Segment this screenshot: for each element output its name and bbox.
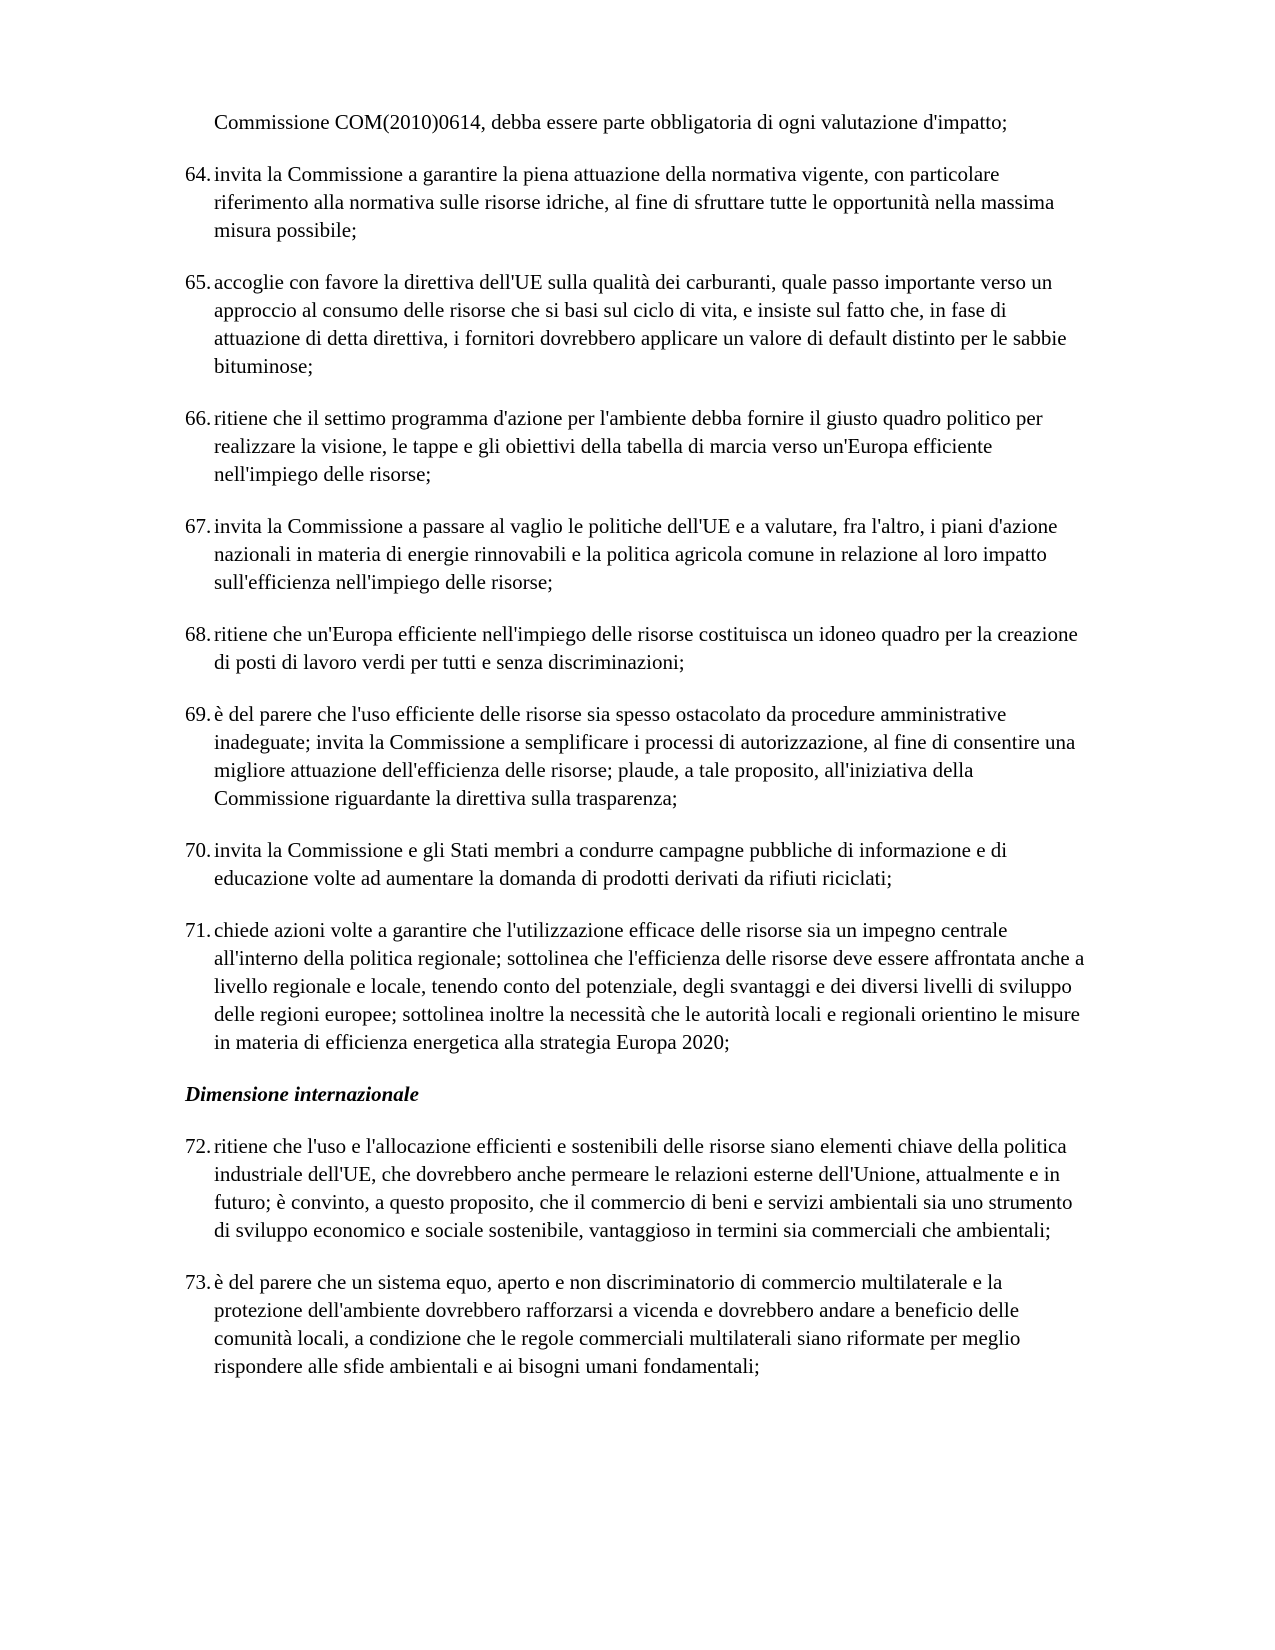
paragraph-number: 73. [185, 1270, 212, 1294]
paragraph-text: accoglie con favore la direttiva dell'UE sulla qualità dei carburanti, quale passo importante verso un approccio al consumo delle risorse che si basi sul ciclo di vita, e insiste sul fatto che, in fase di attuazione di detta direttiva, i fornitori dovrebbero applicare un valore di default distinto per le sabbie bituminose; [214, 270, 1067, 378]
paragraph-number: 69. [185, 702, 212, 726]
paragraph-text: invita la Commissione a passare al vaglio le politiche dell'UE e a valutare, fra l'altro, i piani d'azione nazionali in materia di energie rinnovabili e la politica agricola comune in relazione al loro impatto sull'efficienza nell'impiego delle risorse; [214, 514, 1058, 594]
paragraph-text: ritiene che l'uso e l'allocazione efficienti e sostenibili delle risorse siano elementi chiave della politica industriale dell'UE, che dovrebbero anche permeare le relazioni esterne dell'Unione, attualmente e in futuro; è convinto, a questo proposito, che il commercio di beni e servizi ambientali sia uno strumento di sviluppo economico e sociale sostenibile, vantaggioso in termini sia commerciali che ambientali; [214, 1134, 1073, 1242]
paragraph-text: ritiene che un'Europa efficiente nell'impiego delle risorse costituisca un idoneo quadro per la creazione di posti di lavoro verdi per tutti e senza discriminazioni; [214, 622, 1078, 674]
paragraph-number: 67. [185, 514, 212, 538]
paragraph-71 [185, 916, 1090, 1056]
paragraph-64 [185, 160, 1090, 244]
continuation-paragraph: Commissione COM(2010)0614, debba essere parte obbligatoria di ogni valutazione d'impatto; [214, 110, 1008, 134]
paragraph-73 [185, 1268, 1090, 1380]
paragraph-text: ritiene che il settimo programma d'azione per l'ambiente debba fornire il giusto quadro politico per realizzare la visione, le tappe e gli obiettivi della tabella di marcia verso un'Europa efficiente nell'impiego delle risorse; [214, 406, 1043, 486]
paragraph-text: è del parere che l'uso efficiente delle risorse sia spesso ostacolato da procedure amministrative inadeguate; invita la Commissione a semplificare i processi di autorizzazione, al fine di consentire una migliore attuazione dell'efficienza delle risorse; plaude, a tale proposito, all'iniziativa della Commissione riguardante la direttiva sulla trasparenza; [214, 702, 1076, 810]
paragraph-72 [185, 1132, 1090, 1244]
paragraph-66 [185, 404, 1090, 488]
paragraph-number: 64. [185, 162, 212, 186]
paragraph-text: chiede azioni volte a garantire che l'utilizzazione efficace delle risorse sia un impegno centrale all'interno della politica regionale; sottolinea che l'efficienza delle risorse deve essere affrontata anche a livello regionale e locale, tenendo conto del potenziale, degli svantaggi e dei diversi livelli di sviluppo delle regioni europee; sottolinea inoltre la necessità che le autorità locali e regionali orientino le misure in materia di efficienza energetica alla strategia Europa 2020; [214, 918, 1085, 1054]
paragraph-number: 66. [185, 406, 212, 430]
paragraph-68 [185, 620, 1090, 676]
document-content [185, 108, 1090, 1380]
paragraph-67 [185, 512, 1090, 596]
paragraph-text: invita la Commissione e gli Stati membri a condurre campagne pubbliche di informazione e di educazione volte ad aumentare la domanda di prodotti derivati da rifiuti riciclati; [214, 838, 1008, 890]
paragraph-65 [185, 268, 1090, 380]
paragraph-number: 71. [185, 918, 212, 942]
paragraph-number: 72. [185, 1134, 212, 1158]
paragraph-number: 68. [185, 622, 212, 646]
paragraph-70 [185, 836, 1090, 892]
paragraph-number: 70. [185, 838, 212, 862]
section-heading: Dimensione internazionale [185, 1082, 419, 1106]
paragraph-number: 65. [185, 270, 212, 294]
paragraph-text: è del parere che un sistema equo, aperto e non discriminatorio di commercio multilaterale e la protezione dell'ambiente dovrebbero rafforzarsi a vicenda e dovrebbero andare a beneficio delle comunità locali, a condizione che le regole commerciali multilaterali siano riformate per meglio rispondere alle sfide ambientali e ai bisogni umani fondamentali; [214, 1270, 1021, 1378]
paragraph-69 [185, 700, 1090, 812]
paragraph-text: invita la Commissione a garantire la piena attuazione della normativa vigente, con particolare riferimento alla normativa sulle risorse idriche, al fine di sfruttare tutte le opportunità nella massima misura possibile; [214, 162, 1055, 242]
